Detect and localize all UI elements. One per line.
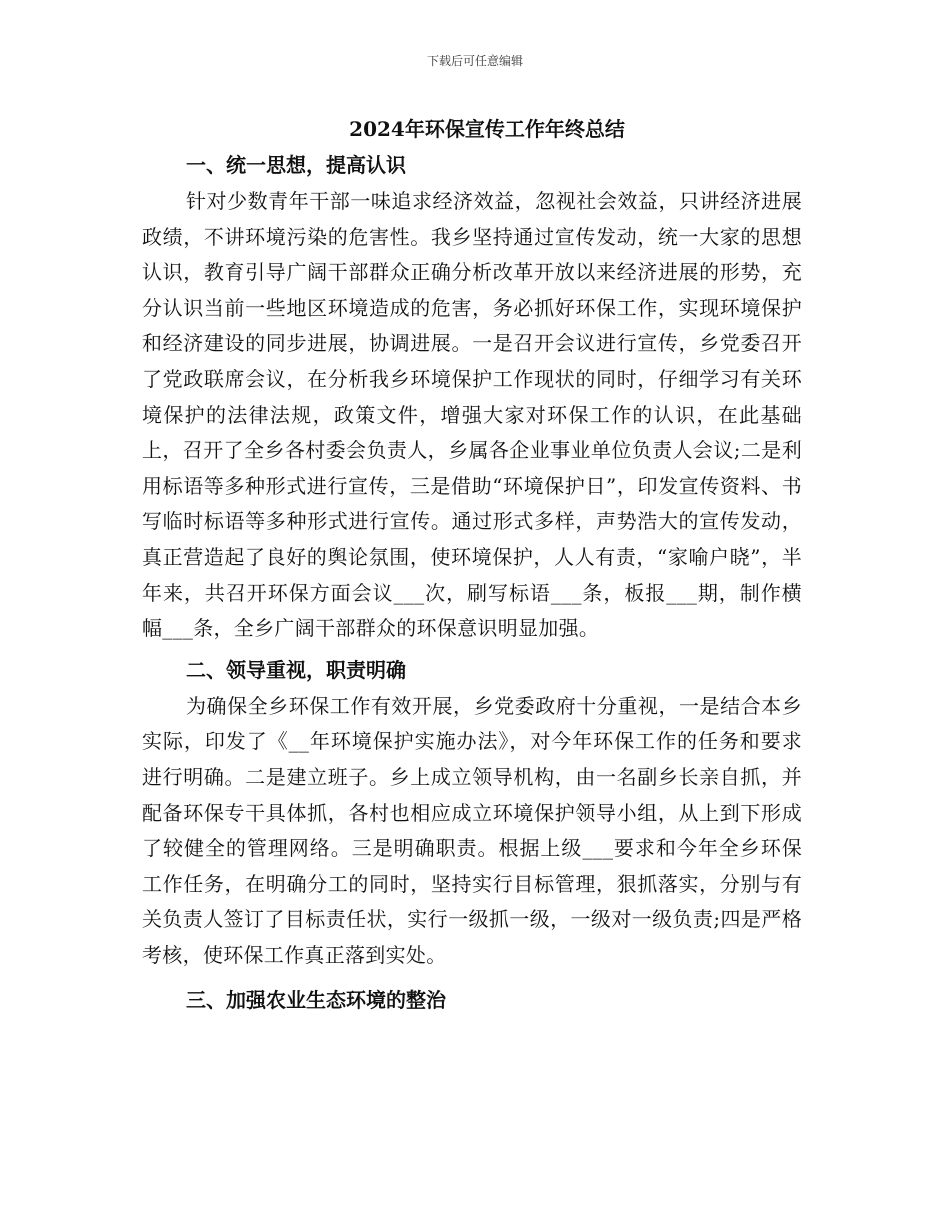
section-2-paragraph: 为确保全乡环保工作有效开展，乡党委政府十分重视，一是结合本乡实际，印发了《__年环境保护实施办法》，对今年环保工作的任务和要求进行明确。二是建立班子。乡上成立领导机构，由一名副乡长亲自抓，并配备环保专干具体抓，各村也相应成立环境保护领导小组，从上到下形成了较健全的管理网络。三是明确职责。根据上级___要求和今年全乡环保工作任务，在明确分工的同时，坚持实行目标管理，狠抓落实，分别与有关负责人签订了目标责任状，实行一级抓一级，一级对一级负责;四是严格考核，使环保工作真正落到实处。	[142, 693, 802, 967]
document-body	[142, 112, 802, 1019]
section-heading-3: 三、加强农业生态环境的整治	[186, 988, 446, 1013]
section-heading-1: 一、统一思想，提高认识	[186, 153, 406, 177]
header-note: 下载后可任意编辑	[426, 54, 523, 68]
section-heading-2: 二、领导重视，职责明确	[186, 657, 406, 682]
document-title: 2024年环保宣传工作年终总结	[349, 117, 625, 141]
section-1-paragraph: 针对少数青年干部一味追求经济效益，忽视社会效益，只讲经济进展政绩，不讲环境污染的危害性。我乡坚持通过宣传发动，统一大家的思想认识，教育引导广阔干部群众正确分析改革开放以来经济进展的形势，充分认识当前一些地区环境造成的危害，务必抓好环保工作，实现环境保护和经济建设的同步进展，协调进展。一是召开会议进行宣传，乡党委召开了党政联席会议，在分析我乡环境保护工作现状的同时，仔细学习有关环境保护的法律法规，政策文件，增强大家对环保工作的认识，在此基础上，召开了全乡各村委会负责人，乡属各企业事业单位负责人会议;二是利用标语等多种形式进行宣传，三是借助“环境保护日”，印发宣传资料、书写临时标语等多种形式进行宣传。通过形式多样，声势浩大的宣传发动，真正营造起了良好的舆论氛围，使环境保护，人人有责，“家喻户晓”，半年来，共召开环保方面会议___次，刷写标语___条，板报___期，制作横幅___条，全乡广阔干部群众的环保意识明显加强。	[142, 189, 802, 641]
